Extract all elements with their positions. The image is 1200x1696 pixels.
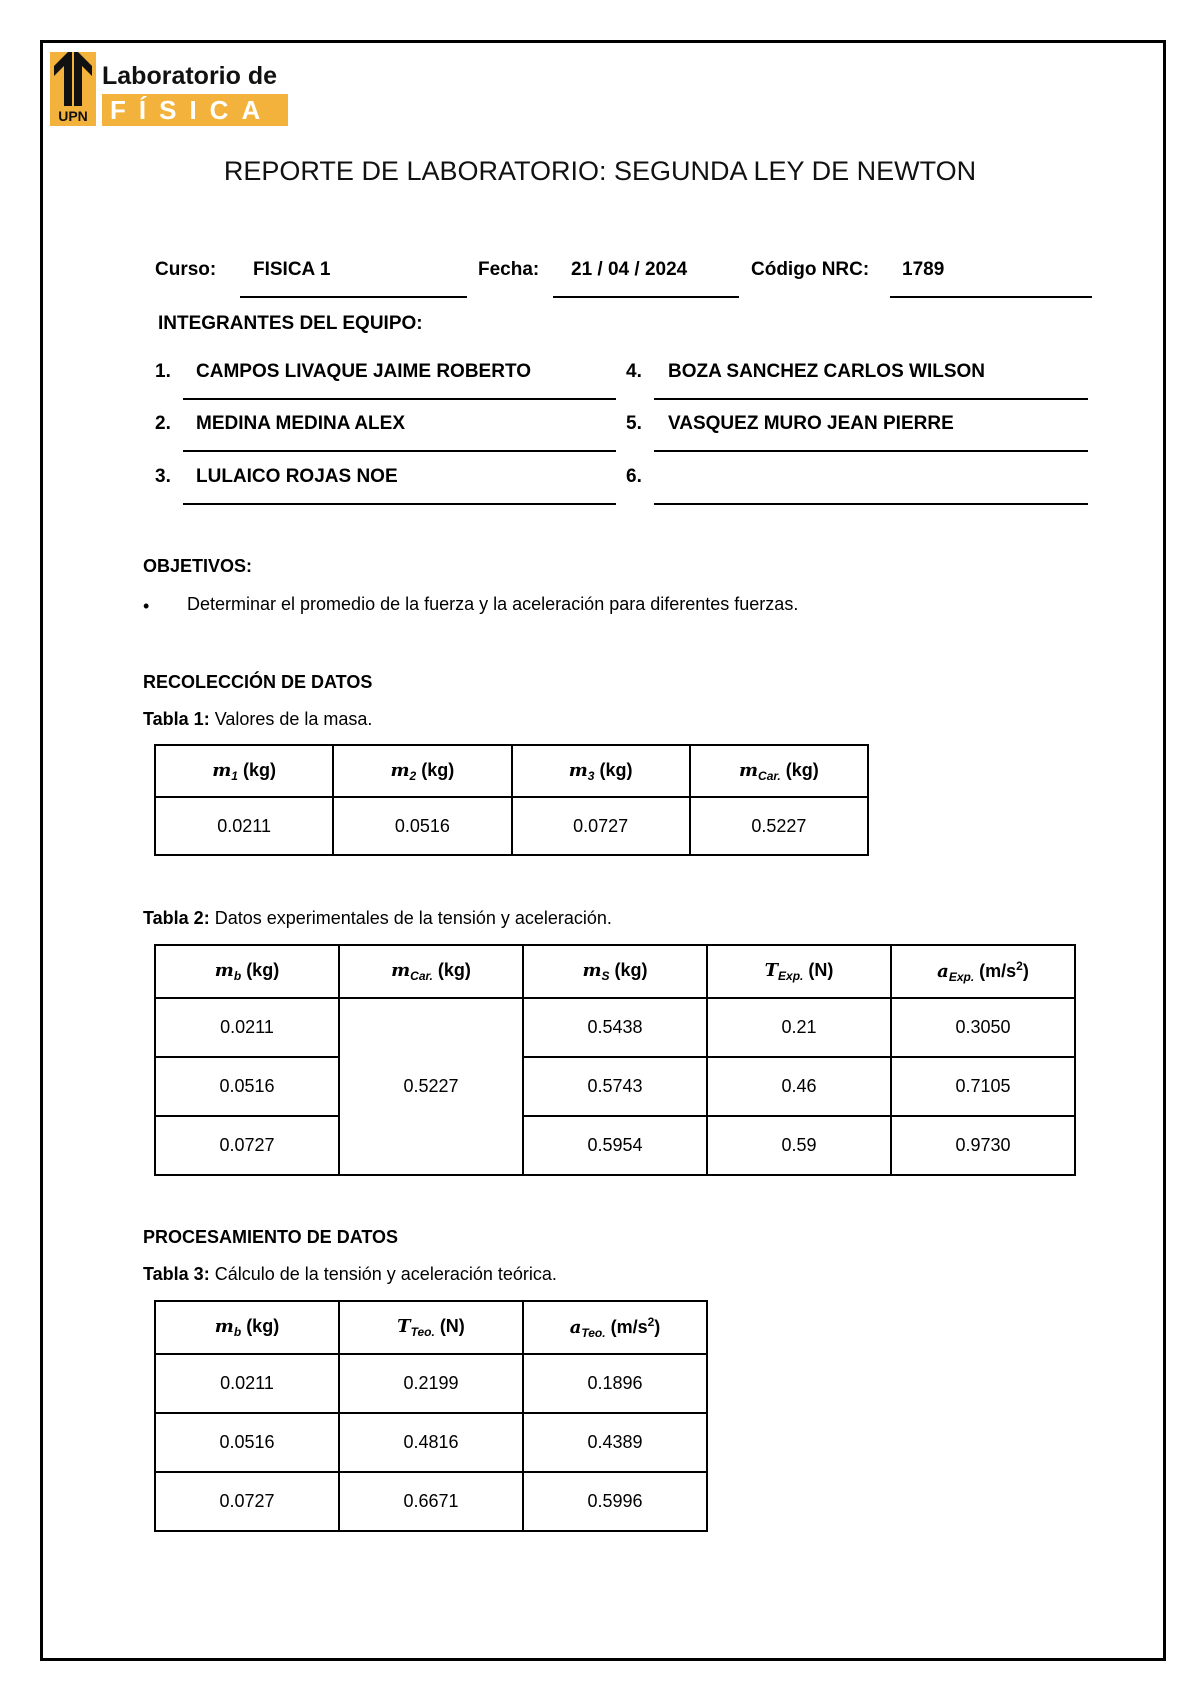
- table-cell: 0.5743: [523, 1057, 707, 1116]
- table1-caption: [143, 709, 372, 730]
- nrc-label: Código NRC:: [751, 259, 870, 280]
- table-cell: 0.0211: [155, 1354, 339, 1413]
- member-name: CAMPOS LIVAQUE JAIME ROBERTO: [196, 361, 531, 382]
- member-underline: [183, 398, 616, 400]
- table1-caption-text: Valores de la masa.: [209, 709, 373, 729]
- table2-mcar-merged-cell: 0.5227: [339, 998, 523, 1175]
- table-cell: 0.0211: [155, 797, 333, 855]
- table3-header-mb: $m_b$ (kg): [155, 1301, 339, 1354]
- table1-header-m3: $m_3$ (kg): [512, 745, 690, 797]
- member-underline: [654, 398, 1088, 400]
- nrc-value: 1789: [902, 259, 945, 280]
- member-number: 2.: [155, 413, 171, 434]
- data-collection-heading: RECOLECCIÓN DE DATOS: [143, 672, 373, 692]
- upn-lab-logo: [50, 52, 290, 126]
- table3-caption-label: Tabla 3:: [143, 1264, 210, 1284]
- bullet-icon: •: [143, 596, 150, 616]
- processing-heading: PROCESAMIENTO DE DATOS: [143, 1227, 399, 1247]
- objective-item: Determinar el promedio de la fuerza y la aceleración para diferentes fuerzas.: [187, 594, 799, 614]
- team-heading: INTEGRANTES DEL EQUIPO:: [158, 313, 423, 334]
- table1-header-m2: $m_2$ (kg): [333, 745, 511, 797]
- member-underline: [654, 450, 1088, 452]
- table1-header-m1: $m_1$ (kg): [155, 745, 333, 797]
- nrc-underline: [890, 296, 1092, 298]
- table-cell: 0.7105: [891, 1057, 1075, 1116]
- table-cell: 0.59: [707, 1116, 891, 1175]
- table3-caption-text: Cálculo de la tensión y aceleración teórica.: [209, 1264, 557, 1284]
- member-name: MEDINA MEDINA ALEX: [196, 413, 405, 434]
- table-cell: 0.3050: [891, 998, 1075, 1057]
- member-name: BOZA SANCHEZ CARLOS WILSON: [668, 361, 986, 382]
- table-cell: 0.5227: [690, 797, 868, 855]
- table-cell: 0.0727: [155, 1116, 339, 1175]
- curso-underline: [240, 296, 467, 298]
- table-cell: 0.21: [707, 998, 891, 1057]
- table2-caption-label: Tabla 2:: [143, 908, 210, 928]
- table2-header-mb: $m_b$ (kg): [155, 945, 339, 998]
- member-name: VASQUEZ MURO JEAN PIERRE: [668, 413, 954, 434]
- curso-label: Curso:: [155, 259, 217, 280]
- member-number: 5.: [626, 413, 642, 434]
- curso-value: FISICA 1: [253, 259, 331, 280]
- member-number: 3.: [155, 466, 171, 487]
- table-cell: 0.2199: [339, 1354, 523, 1413]
- logo-fisica-banner: FÍSICA: [102, 94, 288, 126]
- table-cell: 0.0727: [155, 1472, 339, 1531]
- table2-caption-text: Datos experimentales de la tensión y aceleración.: [209, 908, 612, 928]
- fecha-value: 21 / 04 / 2024: [571, 259, 688, 280]
- page-title: REPORTE DE LABORATORIO: SEGUNDA LEY DE NEWTON: [223, 156, 977, 186]
- table2-header-mcar: $m_{Car.}$ (kg): [339, 945, 523, 998]
- member-name: LULAICO ROJAS NOE: [196, 466, 398, 487]
- logo-upn-text: UPN: [58, 108, 88, 124]
- fecha-label: Fecha:: [478, 259, 540, 280]
- table-cell: 0.4816: [339, 1413, 523, 1472]
- table-cell: 0.1896: [523, 1354, 707, 1413]
- logo-title-line: Laboratorio de: [102, 62, 278, 90]
- table-cell: 0.0516: [155, 1057, 339, 1116]
- upn-arrow-logo-icon: [50, 52, 96, 126]
- table-cell: 0.0211: [155, 998, 339, 1057]
- table3-header-ateo: $a_{Teo.}$ $(m/s^2)$: [523, 1301, 707, 1354]
- table-cell: 0.4389: [523, 1413, 707, 1472]
- member-number: 1.: [155, 361, 171, 382]
- table-cell: 0.0727: [512, 797, 690, 855]
- table1-header-mcar: $m_{Car.}$ (kg): [690, 745, 868, 797]
- table1-caption-label: Tabla 1:: [143, 709, 210, 729]
- fecha-underline: [553, 296, 739, 298]
- table2-header-aexp: $a_{Exp.}$ $(m/s^2)$: [891, 945, 1075, 998]
- member-underline: [654, 503, 1088, 505]
- member-underline: [183, 450, 616, 452]
- table-cell: 0.5996: [523, 1472, 707, 1531]
- objectives-heading: OBJETIVOS:: [143, 556, 253, 576]
- table-cell: 0.6671: [339, 1472, 523, 1531]
- table-cell: 0.0516: [333, 797, 511, 855]
- table-cell: 0.46: [707, 1057, 891, 1116]
- table2-header-ms: $m_S$ (kg): [523, 945, 707, 998]
- member-number: 6.: [626, 466, 642, 487]
- table-cell: 0.9730: [891, 1116, 1075, 1175]
- member-underline: [183, 503, 616, 505]
- table3-header-tteo: $T_{Teo.}$ (N): [339, 1301, 523, 1354]
- table-cell: 0.5438: [523, 998, 707, 1057]
- table-cell: 0.5954: [523, 1116, 707, 1175]
- table-cell: 0.0516: [155, 1413, 339, 1472]
- table1-masses: [154, 744, 869, 856]
- table2-caption: [143, 908, 612, 929]
- table3-theoretical: [154, 1300, 708, 1532]
- table2-experimental: [154, 944, 1076, 1176]
- table2-header-texp: $T_{Exp.}$ (N): [707, 945, 891, 998]
- member-number: 4.: [626, 361, 642, 382]
- table3-caption: [143, 1264, 557, 1285]
